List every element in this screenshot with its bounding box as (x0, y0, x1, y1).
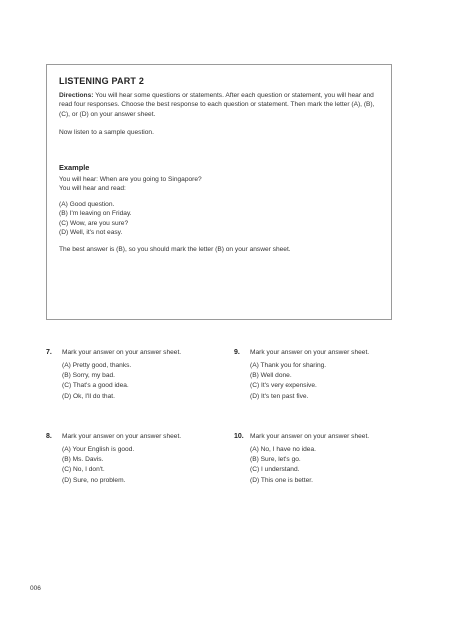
choice-b: (B) Sorry, my bad. (62, 372, 116, 379)
choice-b: (B) Well done. (250, 372, 292, 379)
example-option-b: (B) I'm leaving on Friday. (59, 210, 132, 218)
section-title: LISTENING PART 2 (59, 76, 145, 86)
directions-box (46, 64, 392, 320)
example-option-c: (C) Wow, are you sure? (59, 219, 129, 227)
directions-text: You will hear some questions or statements. After each question or statement, you will hear and read four responses. Choose the best response to each question or statement. Then mark the letter (A), (B), (C), or (D) on your answer sheet. (59, 92, 375, 118)
directions-label: Directions: (59, 92, 94, 99)
question-prompt: Mark your answer on your answer sheet. (62, 433, 182, 440)
question-number: 8. (46, 433, 52, 440)
example-options (59, 200, 381, 238)
choice-d: (D) Sure, no problem. (62, 476, 126, 484)
question-number: 9. (234, 349, 240, 356)
example-heading: Example (59, 163, 90, 173)
example-option-d: (D) Well, it's not easy. (59, 229, 123, 237)
choice-d: (D) It's ten past five. (250, 392, 309, 400)
example-hear-and-read: You will hear and read: (59, 185, 126, 193)
choice-a: (A) No, I have no idea. (250, 445, 316, 453)
sample-prompt: Now listen to a sample question. (59, 128, 154, 136)
page-number: 006 (30, 585, 41, 592)
choice-a: (A) Thank you for sharing. (250, 361, 327, 369)
question-7 (46, 349, 216, 402)
question-8 (46, 433, 216, 486)
question-prompt: Mark your answer on your answer sheet. (62, 349, 182, 356)
question-9 (234, 349, 404, 402)
directions-paragraph (59, 91, 381, 119)
example-option-a: (A) Good question. (59, 200, 115, 208)
choice-d: (D) Ok, I'll do that. (62, 392, 115, 400)
choice-a: (A) Your English is good. (62, 445, 135, 453)
question-prompt: Mark your answer on your answer sheet. (250, 433, 370, 440)
choice-a: (A) Pretty good, thanks. (62, 361, 132, 369)
choice-b: (B) Ms. Davis. (62, 456, 104, 463)
choice-c: (C) That's a good idea. (62, 382, 129, 390)
choice-d: (D) This one is better. (250, 476, 313, 484)
example-answer: The best answer is (B), so you should mark the letter (B) on your answer sheet. (59, 245, 291, 253)
question-prompt: Mark your answer on your answer sheet. (250, 349, 370, 356)
example-you-will-hear: You will hear: When are you going to Singapore? (59, 176, 202, 184)
choice-c: (C) I understand. (250, 466, 300, 474)
question-number: 7. (46, 349, 52, 356)
question-number: 10. (234, 433, 244, 440)
choice-c: (C) It's very expensive. (250, 382, 317, 390)
question-10 (234, 433, 404, 486)
choice-b: (B) Sure, let's go. (250, 456, 301, 463)
choice-c: (C) No, I don't. (62, 466, 105, 474)
